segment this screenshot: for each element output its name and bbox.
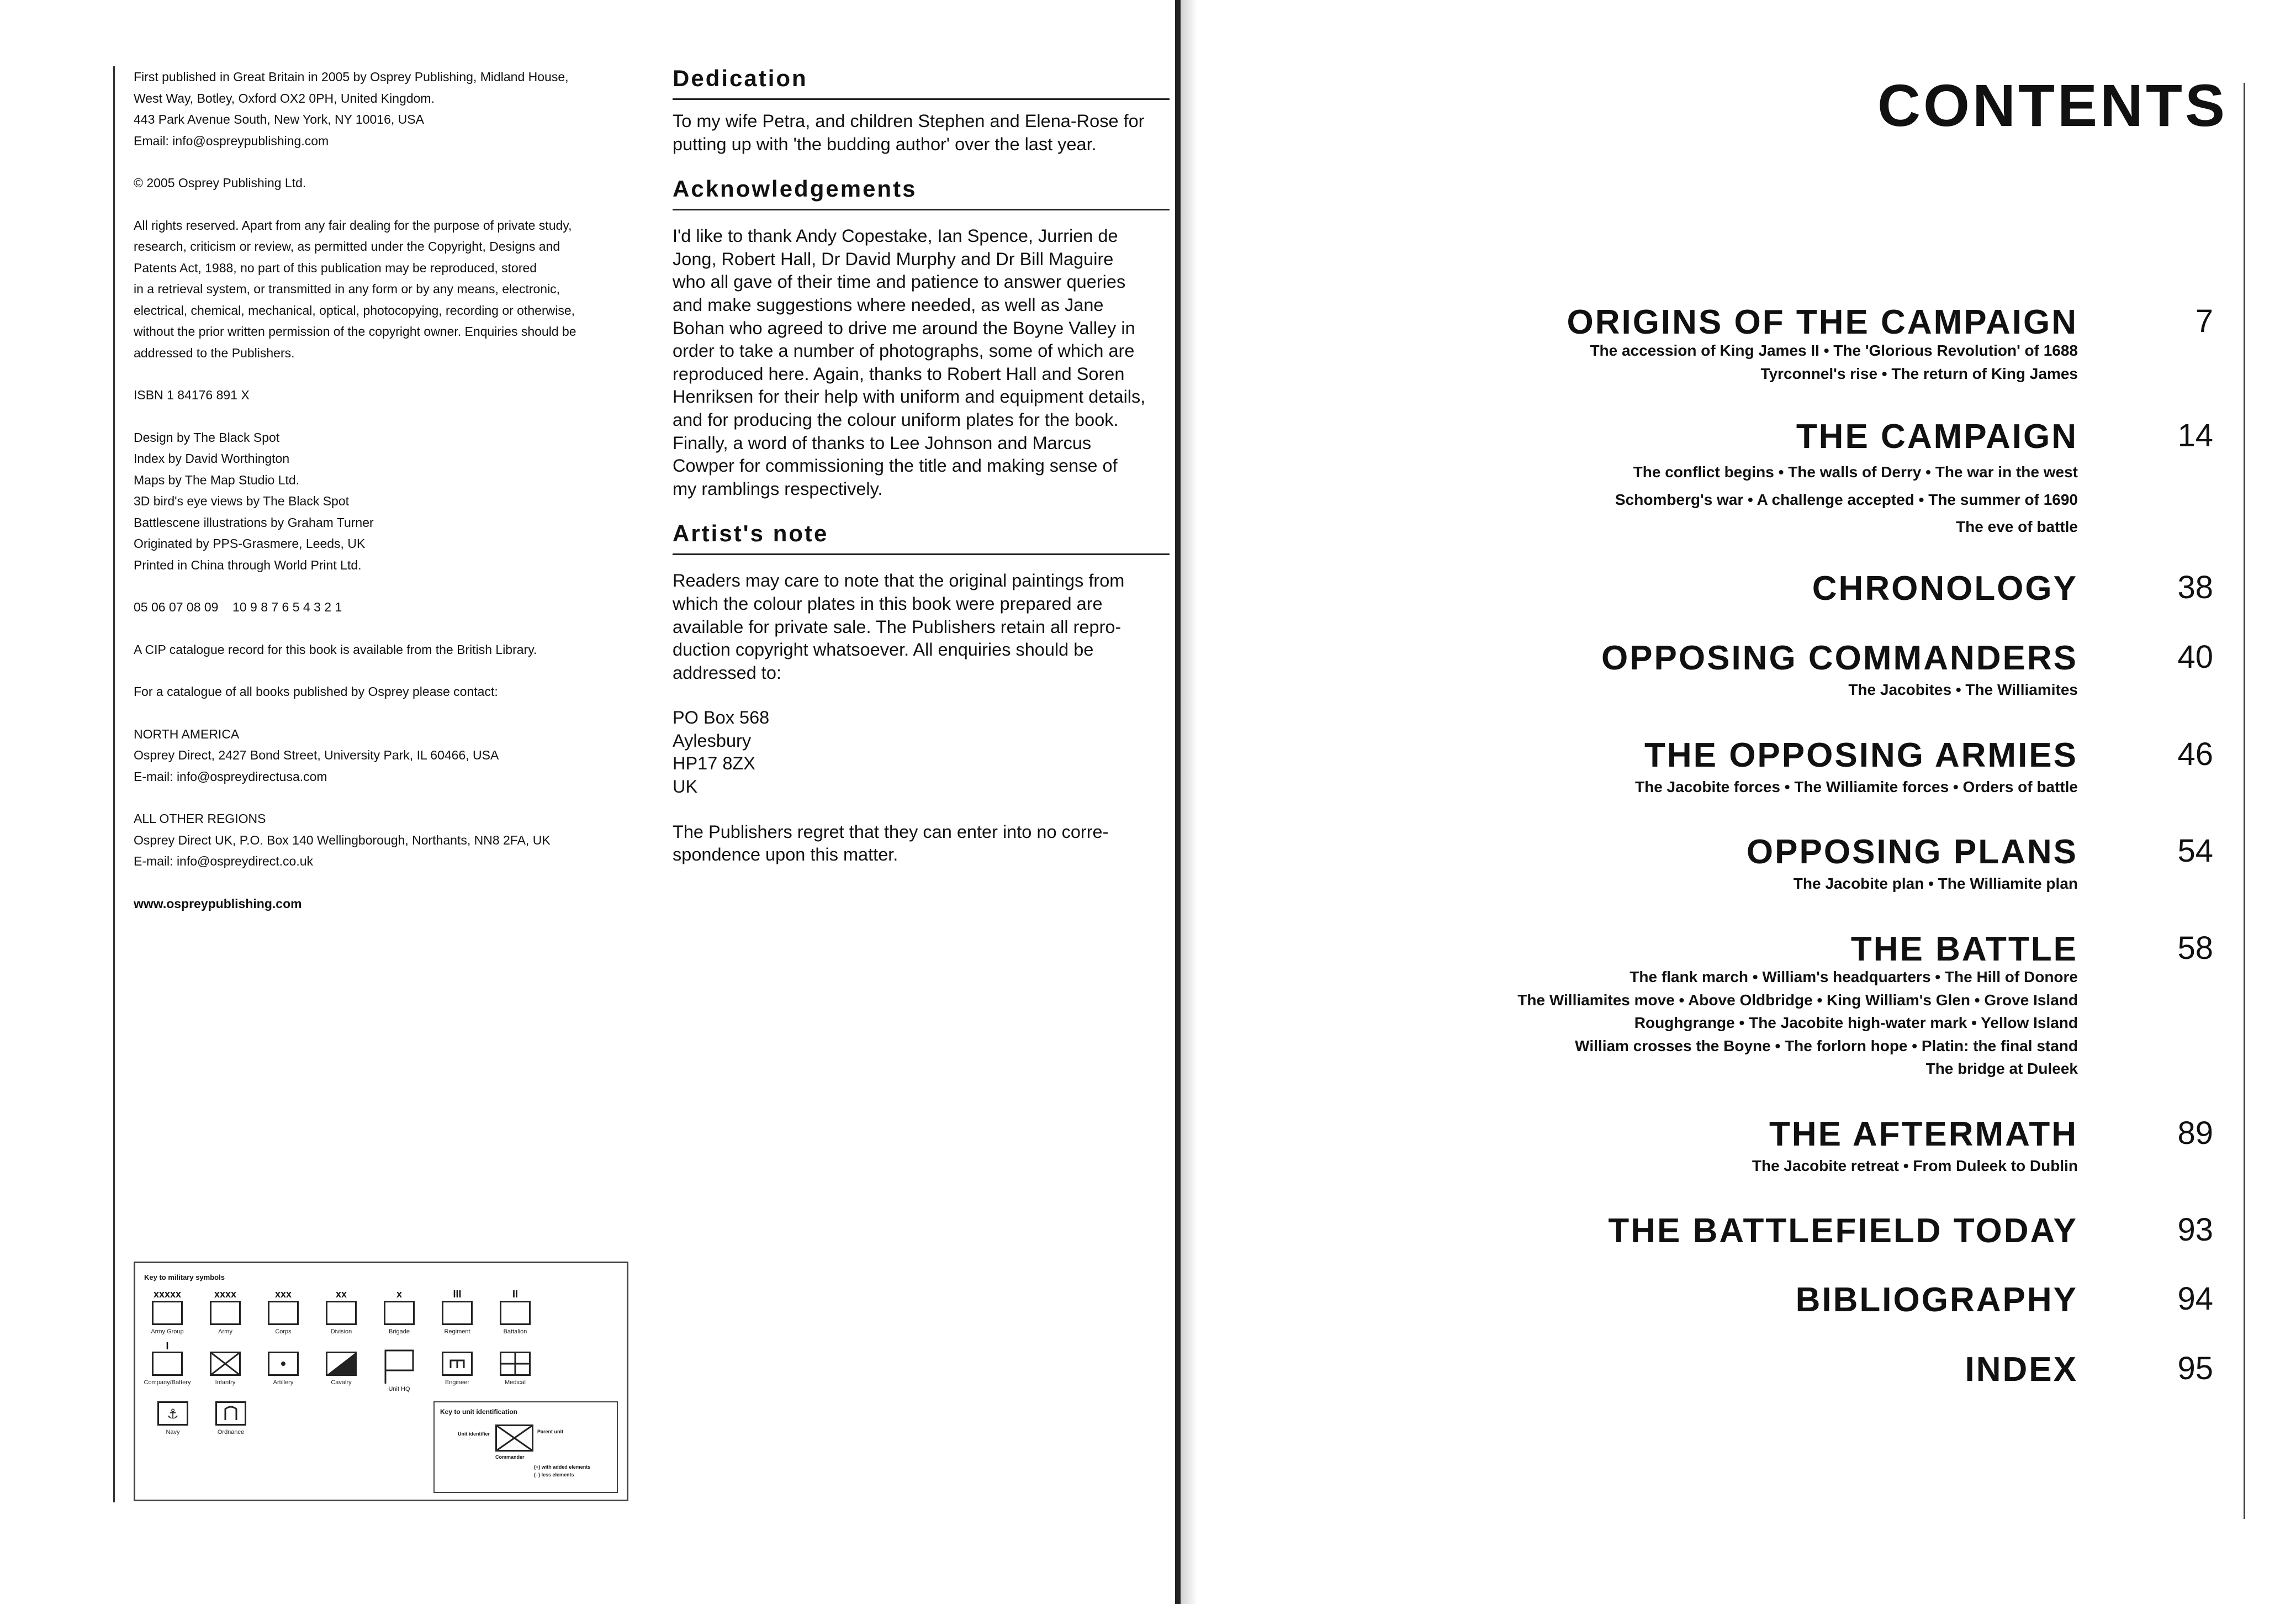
- address-line: Osprey Direct UK, P.O. Box 140 Wellingborough, Northants, NN8 2FA, UK: [134, 832, 551, 847]
- toc-subheading: The bridge at Duleek: [1925, 1060, 2078, 1077]
- toc-subheading: The Jacobites • The Williamites: [1848, 681, 2078, 698]
- address-line: PO Box 568: [673, 708, 770, 728]
- toc-heading-opposing-commanders[interactable]: OPPOSING COMMANDERS: [1601, 639, 2078, 677]
- toc-subheadings: [1517, 965, 2078, 1080]
- symbol-label: Regiment: [444, 1328, 470, 1335]
- toc-page-number: 14: [2177, 418, 2213, 453]
- symbol-label: Navy: [166, 1429, 180, 1436]
- toc-page-number: 58: [2177, 930, 2213, 966]
- credit-line: Printed in China through World Print Ltd.: [134, 557, 362, 572]
- text-line: Jong, Robert Hall, Dr David Murphy and Dr Bill Maguire: [673, 249, 1114, 269]
- isbn: ISBN 1 84176 891 X: [134, 388, 250, 402]
- echelon-mark: III: [453, 1289, 462, 1300]
- toc-heading-index[interactable]: INDEX: [1965, 1350, 2078, 1389]
- credit-line: Design by The Black Spot: [134, 430, 280, 445]
- address-line: ALL OTHER REGIONS: [134, 811, 266, 826]
- echelon-mark: I: [166, 1341, 169, 1352]
- contents-title: CONTENTS: [1877, 72, 2228, 139]
- rights-line: in a retrieval system, or transmitted in any form or by any means, electronic,: [134, 282, 560, 296]
- text-line: my ramblings respectively.: [673, 478, 883, 499]
- credits-block: [134, 427, 636, 576]
- text-line: and for producing the colour uniform plates for the book.: [673, 409, 1119, 430]
- address-line: UK: [673, 777, 698, 797]
- address-line: E-mail: info@ospreydirect.co.uk: [134, 854, 314, 868]
- svg-text:⚓: ⚓: [167, 1406, 179, 1422]
- artists-note-text: [673, 569, 1170, 684]
- credit-line: Index by David Worthington: [134, 451, 290, 466]
- toc-heading-battlefield-today[interactable]: THE BATTLEFIELD TODAY: [1608, 1212, 2078, 1250]
- book-spine: [1175, 0, 1181, 1604]
- text-line: who all gave of their time and patience to answer queries: [673, 272, 1126, 292]
- toc-page-number: 7: [2195, 303, 2213, 339]
- spine-shadow: [1181, 0, 1197, 1604]
- toc-page-number: 95: [2177, 1350, 2213, 1386]
- rights-line: addressed to the Publishers.: [134, 345, 295, 360]
- symbol-label: Army: [218, 1328, 232, 1335]
- toc-subheading: The eve of battle: [1956, 518, 2078, 535]
- right-page-edge: [2244, 83, 2245, 1519]
- toc-subheading: The flank march • William's headquarters • The Hill of Donore: [1630, 968, 2078, 985]
- north-america-block: [134, 724, 636, 788]
- text-line: reproduced here. Again, thanks to Robert Hall and Soren: [673, 363, 1125, 384]
- text-line: Finally, a word of thanks to Lee Johnson and Marcus: [673, 432, 1092, 453]
- unit-identification-key: [433, 1401, 618, 1493]
- echelon-mark: II: [512, 1289, 518, 1300]
- minus-elements-label: (–) less elements: [534, 1472, 574, 1478]
- toc-page-number: 94: [2177, 1281, 2213, 1317]
- division-symbol: [326, 1301, 357, 1325]
- ordnance-symbol: [215, 1401, 246, 1426]
- credit-line: 3D bird's eye views by The Black Spot: [134, 494, 350, 508]
- unit-identification-symbol: [495, 1424, 534, 1452]
- echelon-mark: x: [396, 1289, 402, 1300]
- symbol-label: Artillery: [273, 1379, 294, 1386]
- text-line: available for private sale. The Publishers retain all repro-: [673, 616, 1121, 637]
- toc-subheading: Tyrconnel's rise • The return of King James: [1760, 365, 2078, 382]
- medical-symbol: [500, 1352, 531, 1376]
- toc-subheadings: [1752, 1154, 2078, 1178]
- dedication-heading: Dedication: [673, 65, 1170, 100]
- publisher-line: West Way, Botley, Oxford OX2 0PH, United Kingdom.: [134, 91, 435, 105]
- publisher-line: First published in Great Britain in 2005 by Osprey Publishing, Midland House,: [134, 70, 569, 84]
- text-line: Henriksen for their help with uniform and equipment details,: [673, 387, 1146, 407]
- toc-subheading: William crosses the Boyne • The forlorn hope • Platin: the final stand: [1575, 1037, 2078, 1054]
- text-line: Readers may care to note that the original paintings from: [673, 571, 1125, 591]
- left-page-edge: [113, 66, 115, 1502]
- toc-page-number: 54: [2177, 833, 2213, 869]
- text-line: I'd like to thank Andy Copestake, Ian Spence, Jurrien de: [673, 226, 1118, 246]
- toc-heading-campaign[interactable]: THE CAMPAIGN: [1796, 418, 2078, 456]
- symbol-label: Ordnance: [217, 1429, 245, 1436]
- toc-subheading: The Jacobite forces • The Williamite forces • Orders of battle: [1634, 778, 2078, 795]
- parent-unit-label: Parent unit: [537, 1429, 564, 1434]
- symbol-label: Brigade: [389, 1328, 410, 1335]
- imprint-column: [134, 66, 636, 935]
- key-title: Key to military symbols: [144, 1273, 225, 1281]
- toc-page-number: 46: [2177, 736, 2213, 772]
- rights-line: without the prior written permission of the copyright owner. Enquiries should be: [134, 324, 576, 339]
- symbol-label: Unit HQ: [388, 1386, 410, 1392]
- artists-address: [673, 706, 1170, 798]
- rights-line: Patents Act, 1988, no part of this publication may be reproduced, stored: [134, 260, 537, 275]
- toc-heading-aftermath[interactable]: THE AFTERMATH: [1769, 1115, 2078, 1153]
- address-line: HP17 8ZX: [673, 753, 755, 774]
- website-link[interactable]: www.ospreypublishing.com: [134, 896, 302, 911]
- toc-subheadings: [1794, 872, 2078, 895]
- publishers-regret: [673, 821, 1170, 867]
- toc-subheading: The Jacobite retreat • From Duleek to Dublin: [1752, 1157, 2078, 1174]
- toc-subheadings: [1848, 678, 2078, 701]
- dedication-text: [673, 110, 1170, 156]
- toc-heading-bibliography[interactable]: BIBLIOGRAPHY: [1795, 1281, 2078, 1319]
- infantry-symbol: [210, 1352, 241, 1376]
- brigade-symbol: [384, 1301, 415, 1325]
- echelon-mark: xxxx: [214, 1289, 237, 1300]
- credit-line: Battlescene illustrations by Graham Turner: [134, 515, 374, 530]
- artillery-symbol: [268, 1352, 299, 1376]
- publisher-line: 443 Park Avenue South, New York, NY 10016, USA: [134, 112, 424, 126]
- toc-page-number: 40: [2177, 639, 2213, 675]
- symbol-label: Division: [330, 1328, 352, 1335]
- cip-record: A CIP catalogue record for this book is available from the British Library.: [134, 642, 537, 657]
- unit-key-title: Key to unit identification: [440, 1408, 517, 1416]
- corps-symbol: [268, 1301, 299, 1325]
- text-line: and make suggestions where needed, as well as Jane: [673, 294, 1104, 315]
- engineer-symbol: [442, 1352, 473, 1376]
- symbol-label: Army Group: [151, 1328, 184, 1335]
- publisher-line: Email: info@ospreypublishing.com: [134, 133, 329, 148]
- unit-hq-symbol: [384, 1349, 415, 1385]
- text-line: addressed to:: [673, 662, 781, 683]
- rights-block: [134, 215, 636, 364]
- battalion-symbol: [500, 1301, 531, 1325]
- address-line: Aylesbury: [673, 730, 752, 751]
- commander-label: Commander: [495, 1454, 525, 1460]
- echelon-mark: xxxxx: [153, 1289, 182, 1300]
- symbol-label: Corps: [275, 1328, 292, 1335]
- text-line: putting up with 'the budding author' over the last year.: [673, 134, 1097, 154]
- toc-subheadings: [1590, 339, 2078, 385]
- symbol-label: Company/Battery: [144, 1379, 191, 1386]
- symbol-label: Engineer: [445, 1379, 470, 1386]
- toc-heading-opposing-plans[interactable]: OPPOSING PLANS: [1746, 833, 2078, 871]
- publisher-block: [134, 66, 636, 151]
- text-line: spondence upon this matter.: [673, 845, 898, 865]
- toc-subheading: Schomberg's war • A challenge accepted • The summer of 1690: [1615, 490, 2078, 508]
- toc-subheadings: [1635, 775, 2078, 799]
- toc-subheading: Roughgrange • The Jacobite high-water mark • Yellow Island: [1634, 1014, 2078, 1031]
- cavalry-symbol: [326, 1352, 357, 1376]
- artists-note-heading: Artist's note: [673, 520, 1170, 555]
- regiment-symbol: [442, 1301, 473, 1325]
- print-line: 05 06 07 08 09 10 9 8 7 6 5 4 3 2 1: [134, 600, 342, 614]
- toc-subheading: The Williamites move • Above Oldbridge • King William's Glen • Grove Island: [1517, 991, 2078, 1009]
- copyright-notice: © 2005 Osprey Publishing Ltd.: [134, 176, 306, 190]
- credit-line: Originated by PPS-Grasmere, Leeds, UK: [134, 536, 366, 551]
- toc-heading-battle[interactable]: THE BATTLE: [1850, 930, 2078, 968]
- toc-heading-opposing-armies[interactable]: THE OPPOSING ARMIES: [1644, 736, 2078, 774]
- credit-line: Maps by The Map Studio Ltd.: [134, 472, 300, 487]
- company-battery-symbol: [152, 1352, 183, 1376]
- navy-symbol: [157, 1401, 188, 1426]
- toc-subheadings: [1615, 458, 2078, 541]
- toc-subheading: The Jacobite plan • The Williamite plan: [1793, 875, 2078, 892]
- address-line: Osprey Direct, 2427 Bond Street, University Park, IL 60466, USA: [134, 748, 499, 762]
- catalogue-note: For a catalogue of all books published by Osprey please contact:: [134, 684, 498, 699]
- text-line: Cowper for commissioning the title and making sense of: [673, 456, 1118, 476]
- military-symbols-key: [134, 1262, 628, 1501]
- text-line: which the colour plates in this book were prepared are: [673, 593, 1103, 614]
- rights-line: All rights reserved. Apart from any fair dealing for the purpose of private study,: [134, 218, 572, 233]
- toc-page-number: 89: [2177, 1115, 2213, 1151]
- toc-page-number: 38: [2177, 569, 2213, 605]
- acknowledgements-text: [673, 225, 1170, 500]
- text-line: order to take a number of photographs, some of which are: [673, 341, 1135, 361]
- toc-heading-origins[interactable]: ORIGINS OF THE CAMPAIGN: [1567, 303, 2078, 341]
- toc-page-number: 93: [2177, 1212, 2213, 1248]
- army-group-symbol: [152, 1301, 183, 1325]
- echelon-mark: xx: [335, 1289, 347, 1300]
- address-line: E-mail: info@ospreydirectusa.com: [134, 769, 327, 784]
- text-line: The Publishers regret that they can enter into no corre-: [673, 821, 1109, 842]
- army-symbol: [210, 1301, 241, 1325]
- text-line: Bohan who agreed to drive me around the Boyne Valley in: [673, 318, 1135, 338]
- address-line: NORTH AMERICA: [134, 726, 240, 741]
- rights-line: electrical, chemical, mechanical, optical, photocopying, recording or otherwise,: [134, 303, 575, 318]
- plus-elements-label: (+) with added elements: [534, 1464, 591, 1470]
- rights-line: research, criticism or review, as permitted under the Copyright, Designs and: [134, 239, 560, 254]
- dedication-column: [673, 65, 1170, 867]
- text-line: duction copyright whatsoever. All enquiries should be: [673, 640, 1094, 660]
- echelon-mark: xxx: [274, 1289, 292, 1300]
- symbol-label: Battalion: [503, 1328, 527, 1335]
- other-regions-block: [134, 808, 636, 872]
- unit-identifier-label: Unit identifier: [458, 1431, 490, 1437]
- toc-subheading: The conflict begins • The walls of Derry • The war in the west: [1633, 463, 2078, 481]
- acknowledgements-heading: Acknowledgements: [673, 176, 1170, 210]
- symbol-label: Medical: [505, 1379, 526, 1386]
- toc-heading-chronology[interactable]: CHRONOLOGY: [1812, 569, 2078, 608]
- text-line: To my wife Petra, and children Stephen and Elena-Rose for: [673, 111, 1145, 131]
- toc-subheading: The accession of King James II • The 'Glorious Revolution' of 1688: [1590, 342, 2078, 359]
- symbol-label: Cavalry: [331, 1379, 352, 1386]
- symbol-label: Infantry: [215, 1379, 236, 1386]
